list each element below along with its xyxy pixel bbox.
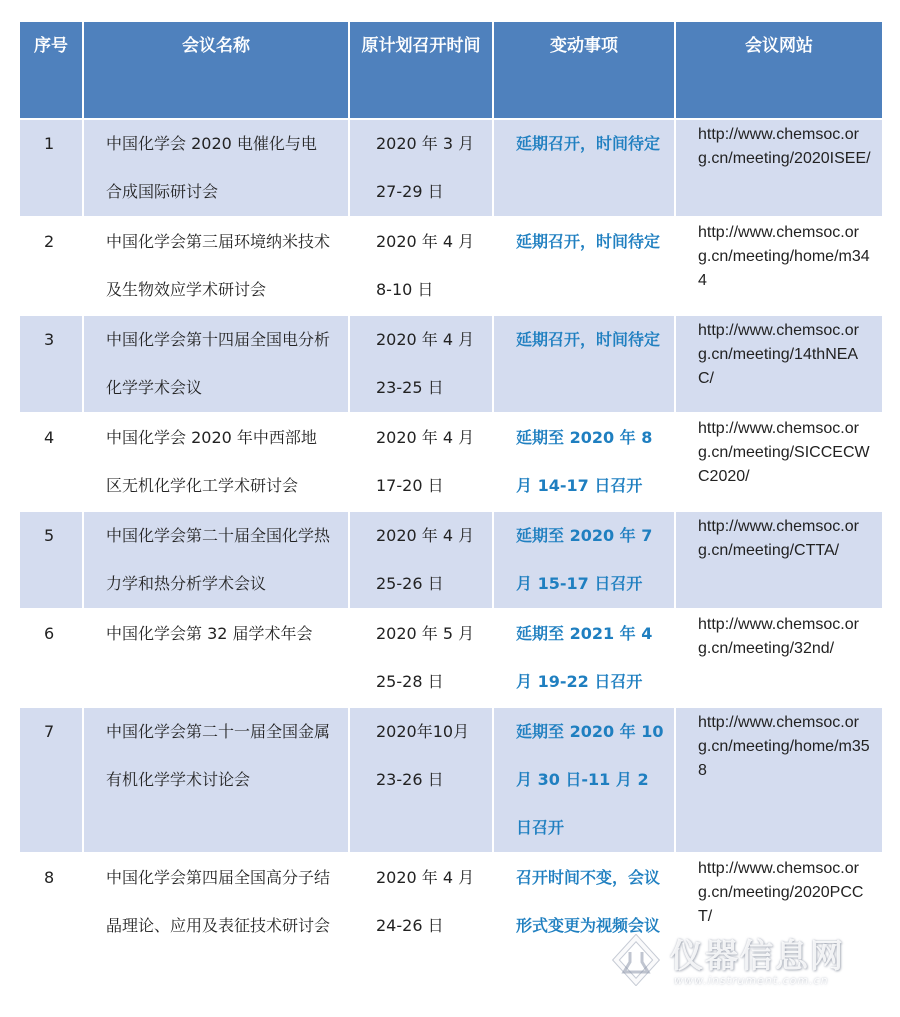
cell-meeting-name: 中国化学会 2020 电催化与电合成国际研讨会 xyxy=(84,118,350,216)
cell-change: 延期召开，时间待定 xyxy=(494,216,676,314)
header-planned-date: 原计划召开时间 xyxy=(350,22,494,118)
cell-planned-date: 2020 年 4 月 24-26 日 xyxy=(350,852,494,996)
cell-planned-date: 2020 年 5 月 25-28 日 xyxy=(350,608,494,706)
cell-seq: 5 xyxy=(20,510,84,608)
cell-change: 延期召开，时间待定 xyxy=(494,118,676,216)
cell-planned-date: 2020 年 4 月 25-26 日 xyxy=(350,510,494,608)
table-row xyxy=(20,314,882,412)
table-row xyxy=(20,118,882,216)
table-row xyxy=(20,706,882,852)
cell-seq: 4 xyxy=(20,412,84,510)
cell-website[interactable]: http://www.chemsoc.org.cn/meeting/home/m358 xyxy=(676,706,882,852)
cell-change: 延期召开，时间待定 xyxy=(494,314,676,412)
table-row xyxy=(20,608,882,706)
cell-planned-date: 2020年10月 23-26 日 xyxy=(350,706,494,852)
cell-change: 延期至 2021 年 4 月 19-22 日召开 xyxy=(494,608,676,706)
table-row xyxy=(20,510,882,608)
watermark-subtext: www.instrument.com.cn xyxy=(674,974,829,987)
meeting-schedule-table xyxy=(20,22,882,996)
cell-meeting-name: 中国化学会第 32 届学术年会 xyxy=(84,608,350,706)
cell-seq: 8 xyxy=(20,852,84,996)
cell-meeting-name: 中国化学会第十四届全国电分析化学学术会议 xyxy=(84,314,350,412)
cell-seq: 3 xyxy=(20,314,84,412)
cell-website[interactable]: http://www.chemsoc.org.cn/meeting/home/m344 xyxy=(676,216,882,314)
cell-website[interactable]: http://www.chemsoc.org.cn/meeting/SICCECWC2020/ xyxy=(676,412,882,510)
header-website: 会议网站 xyxy=(676,22,882,118)
header-meeting-name: 会议名称 xyxy=(84,22,350,118)
cell-website[interactable]: http://www.chemsoc.org.cn/meeting/14thNEAC/ xyxy=(676,314,882,412)
cell-website[interactable]: http://www.chemsoc.org.cn/meeting/2020PCCT/ xyxy=(676,852,882,996)
cell-planned-date: 2020 年 4 月 8-10 日 xyxy=(350,216,494,314)
cell-seq: 1 xyxy=(20,118,84,216)
cell-website[interactable]: http://www.chemsoc.org.cn/meeting/CTTA/ xyxy=(676,510,882,608)
header-change: 变动事项 xyxy=(494,22,676,118)
cell-change: 延期至 2020 年 10 月 30 日-11 月 2 日召开 xyxy=(494,706,676,852)
cell-meeting-name: 中国化学会第三届环境纳米技术及生物效应学术研讨会 xyxy=(84,216,350,314)
cell-meeting-name: 中国化学会 2020 年中西部地区无机化学化工学术研讨会 xyxy=(84,412,350,510)
header-seq: 序号 xyxy=(20,22,84,118)
cell-website[interactable]: http://www.chemsoc.org.cn/meeting/32nd/ xyxy=(676,608,882,706)
cell-planned-date: 2020 年 4 月 17-20 日 xyxy=(350,412,494,510)
flask-icon xyxy=(610,934,662,986)
cell-website[interactable]: http://www.chemsoc.org.cn/meeting/2020ISEE/ xyxy=(676,118,882,216)
cell-seq: 2 xyxy=(20,216,84,314)
cell-planned-date: 2020 年 4 月 23-25 日 xyxy=(350,314,494,412)
table-header-row xyxy=(20,22,882,118)
cell-change: 延期至 2020 年 8 月 14-17 日召开 xyxy=(494,412,676,510)
cell-meeting-name: 中国化学会第二十一届全国金属有机化学学术讨论会 xyxy=(84,706,350,852)
cell-seq: 6 xyxy=(20,608,84,706)
cell-planned-date: 2020 年 3 月 27-29 日 xyxy=(350,118,494,216)
table-row xyxy=(20,412,882,510)
cell-seq: 7 xyxy=(20,706,84,852)
watermark xyxy=(600,926,890,996)
cell-meeting-name: 中国化学会第四届全国高分子结晶理论、应用及表征技术研讨会 xyxy=(84,852,350,996)
cell-change: 延期至 2020 年 7 月 15-17 日召开 xyxy=(494,510,676,608)
cell-change: 召开时间不变，会议形式变更为视频会议 xyxy=(494,852,676,996)
cell-meeting-name: 中国化学会第二十届全国化学热力学和热分析学术会议 xyxy=(84,510,350,608)
table-row xyxy=(20,216,882,314)
watermark-text: 仪器信息网 xyxy=(670,936,845,975)
